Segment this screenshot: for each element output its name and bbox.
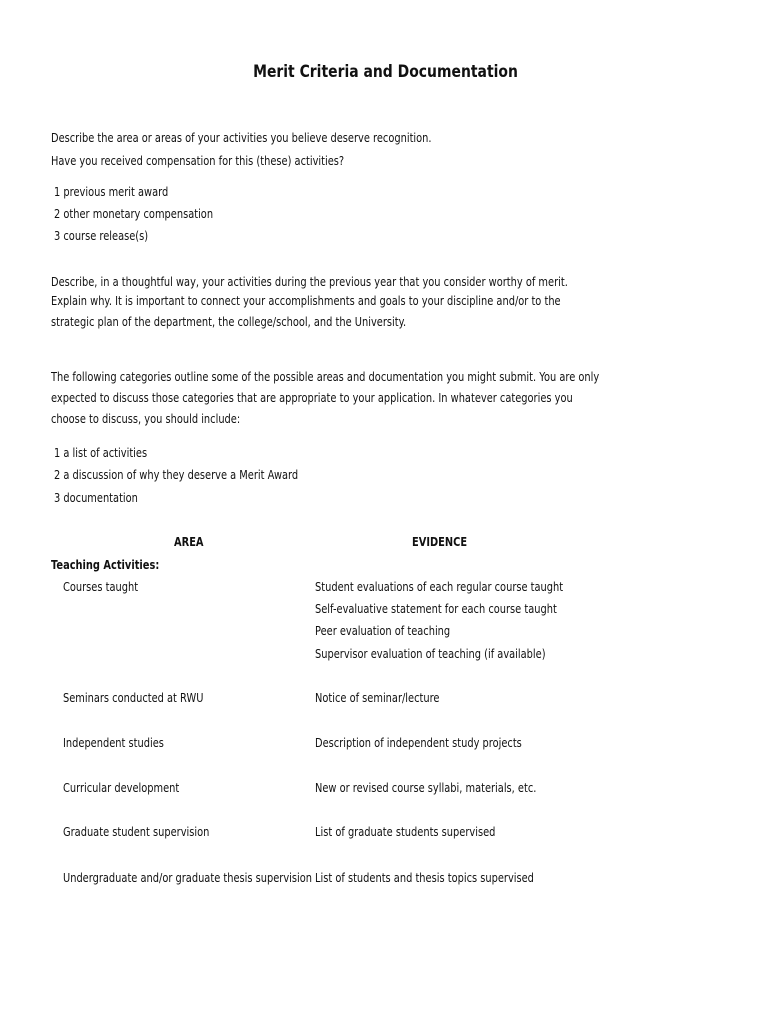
area-cell <box>63 781 205 795</box>
categories-line-text: The following categories outline some of the possible areas and documentation you might submit. You are only <box>51 370 600 384</box>
evidence-item <box>315 580 618 594</box>
evidence-item-text: Supervisor evaluation of teaching (if available) <box>315 647 546 661</box>
page-title <box>0 62 770 82</box>
page-title-text: Merit Criteria and Documentation <box>252 62 518 82</box>
evidence-item <box>315 781 585 795</box>
intro-line <box>51 131 515 145</box>
intro-line-text: Describe the area or areas of your activities you believe deserve recognition. <box>51 131 432 145</box>
categories-line <box>51 391 687 405</box>
intro-line <box>51 154 408 168</box>
describe-line-text: strategic plan of the department, the college/school, and the University. <box>51 315 407 329</box>
describe-line-text: Explain why. It is important to connect your accomplishments and goals to your discipline and/or to the <box>51 294 561 308</box>
area-column-header <box>174 535 210 549</box>
include-item-text: 3 documentation <box>54 491 138 505</box>
include-item <box>54 446 168 460</box>
compensation-item-text: 2 other monetary compensation <box>54 207 214 221</box>
compensation-item <box>54 207 248 221</box>
evidence-item <box>315 825 535 839</box>
compensation-item <box>54 185 193 199</box>
intro-line-text: Have you received compensation for this (these) activities? <box>51 154 345 168</box>
describe-line <box>51 275 681 289</box>
area-cell-text: Courses taught <box>63 580 139 594</box>
evidence-item-text: Self-evaluative statement for each course taught <box>315 602 557 616</box>
include-item <box>54 468 352 482</box>
categories-line <box>51 412 282 426</box>
area-cell <box>63 825 242 839</box>
include-item <box>54 491 156 505</box>
evidence-item <box>315 871 582 885</box>
include-item-text: 1 a list of activities <box>54 446 148 460</box>
describe-line-text: Describe, in a thoughtful way, your activities during the previous year that you consider worthy of merit. <box>51 275 568 289</box>
area-column-header-text: AREA <box>174 535 204 549</box>
area-cell-text: Curricular development <box>63 781 180 795</box>
evidence-item-text: New or revised course syllabi, materials, etc. <box>315 781 537 795</box>
area-cell-text: Independent studies <box>63 736 164 750</box>
evidence-item-text: Peer evaluation of teaching <box>315 624 451 638</box>
area-cell <box>63 580 155 594</box>
area-cell-text: Undergraduate and/or graduate thesis supervision <box>63 871 313 885</box>
evidence-item <box>315 691 467 705</box>
describe-line <box>51 315 484 329</box>
compensation-item-text: 3 course release(s) <box>54 229 149 243</box>
area-cell <box>63 736 186 750</box>
include-item-text: 2 a discussion of why they deserve a Merit Award <box>54 468 299 482</box>
evidence-item <box>315 647 596 661</box>
evidence-column-header <box>412 535 479 549</box>
area-cell-text: Graduate student supervision <box>63 825 210 839</box>
describe-line <box>51 294 672 308</box>
evidence-item-text: List of graduate students supervised <box>315 825 496 839</box>
evidence-item <box>315 602 610 616</box>
evidence-item-text: Student evaluations of each regular course taught <box>315 580 564 594</box>
evidence-item <box>315 736 567 750</box>
categories-line-text: expected to discuss those categories that are appropriate to your application. In whatever categories you <box>51 391 573 405</box>
area-cell <box>63 691 234 705</box>
evidence-item-text: Notice of seminar/lecture <box>315 691 440 705</box>
section-title <box>51 558 183 572</box>
evidence-item-text: Description of independent study projects <box>315 736 522 750</box>
section-title-text: Teaching Activities: <box>51 558 160 572</box>
compensation-item-text: 1 previous merit award <box>54 185 169 199</box>
categories-line-text: choose to discuss, you should include: <box>51 412 241 426</box>
categories-line <box>51 370 720 384</box>
compensation-item <box>54 229 169 243</box>
evidence-column-header-text: EVIDENCE <box>412 535 468 549</box>
area-cell-text: Seminars conducted at RWU <box>63 691 204 705</box>
evidence-item <box>315 624 480 638</box>
evidence-item-text: List of students and thesis topics supervised <box>315 871 534 885</box>
